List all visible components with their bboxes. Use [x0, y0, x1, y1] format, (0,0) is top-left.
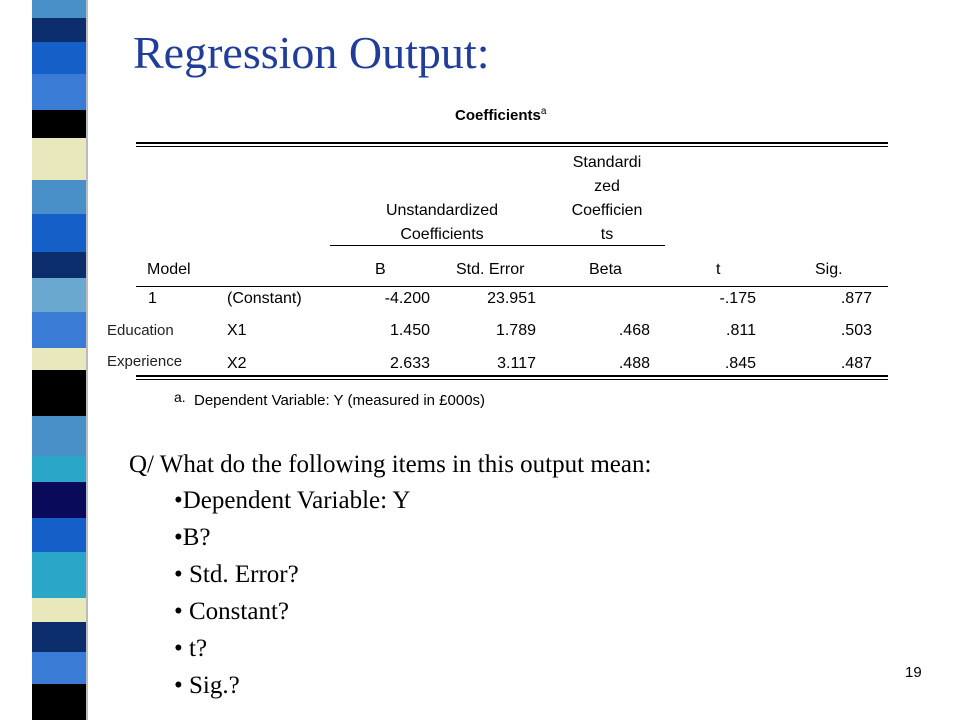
row2-beta: .468 — [618, 322, 650, 339]
col-header-std-error: Std. Error — [456, 261, 525, 278]
stripe-segment — [32, 278, 88, 312]
stripe-segment — [32, 482, 88, 518]
table-bottom-rule — [136, 375, 888, 377]
table-caption-sup: a — [540, 106, 547, 117]
page-number: 19 — [905, 664, 922, 681]
row3-beta: .488 — [618, 355, 650, 372]
stripe-segment — [32, 416, 88, 456]
col-header-sig: Sig. — [815, 261, 843, 278]
stripe-segment — [32, 684, 88, 720]
stripe-segment — [32, 598, 88, 622]
row2-name: X1 — [227, 322, 247, 339]
row3-sig: .487 — [840, 355, 872, 372]
question-item: • t? — [174, 635, 208, 662]
row3-b: 2.633 — [389, 355, 430, 372]
row2-t: .811 — [726, 322, 756, 339]
stripe-segment — [32, 622, 88, 652]
row-label-education: Education — [107, 322, 174, 339]
footnote-text: Dependent Variable: Y — [194, 392, 344, 409]
stripe-segment — [32, 180, 88, 214]
header-std-line1: Standardi — [572, 154, 642, 171]
slide-title: Regression Output: — [133, 27, 490, 78]
stripe-segment — [32, 456, 88, 482]
stripe-segment — [32, 138, 88, 180]
header-std-line2: zed — [594, 178, 620, 195]
question-item: •B? — [174, 524, 211, 551]
stripe-segment — [32, 18, 88, 42]
header-unstd-line1: Unstandardized — [385, 202, 499, 219]
table-bottom-rule-2 — [136, 379, 888, 380]
stripe-segment — [32, 214, 88, 252]
row3-name: X2 — [227, 355, 247, 372]
stripe-segment — [32, 348, 88, 370]
stripe-segment — [32, 0, 88, 18]
header-unstd-line2: Coefficients — [400, 226, 484, 243]
footnote-marker: a. — [174, 389, 186, 405]
row1-b: -4.200 — [384, 290, 430, 307]
decorative-stripe — [0, 0, 108, 720]
col-header-t: t — [716, 261, 721, 278]
stripe-segment — [32, 652, 88, 684]
stripe-segment — [32, 252, 88, 278]
question-item: • Sig.? — [174, 672, 240, 699]
header-std-line4: ts — [600, 226, 614, 243]
row1-se: 23.951 — [487, 290, 536, 307]
row-label-experience: Experience — [107, 353, 183, 370]
row2-sig: .503 — [840, 322, 872, 339]
stripe-segment — [32, 552, 88, 598]
table-caption — [455, 106, 546, 124]
stripe-segment — [32, 42, 88, 74]
question-prompt: Q/ What do the following items in this output mean: — [129, 451, 652, 478]
stripe-segment — [32, 370, 88, 416]
footnote-extra: (measured in £000s) — [347, 392, 486, 409]
row1-name: (Constant) — [227, 290, 302, 307]
footnote — [194, 392, 485, 409]
col-header-beta: Beta — [589, 261, 622, 278]
row3-se: 3.117 — [497, 355, 536, 372]
stripe-segment — [32, 110, 88, 138]
question-item: • Std. Error? — [174, 561, 299, 588]
col-header-model: Model — [147, 261, 191, 278]
question-item: •Dependent Variable: Y — [174, 487, 411, 514]
header-bottom-rule — [136, 286, 888, 287]
table-top-rule-2 — [136, 146, 888, 147]
table-top-rule — [136, 142, 888, 144]
row1-model: 1 — [148, 290, 157, 307]
stripe-segment — [32, 312, 88, 348]
row2-b: 1.450 — [389, 322, 430, 339]
header-std-line3: Coefficien — [571, 202, 643, 219]
row1-t: -.175 — [719, 290, 756, 307]
table-caption-text: Coefficients — [455, 107, 541, 124]
row3-t: .845 — [724, 355, 756, 372]
header-group-rule — [330, 245, 665, 246]
stripe-segment — [32, 74, 88, 110]
col-header-b: B — [375, 261, 386, 278]
question-item: • Constant? — [174, 598, 289, 625]
stripe-segment — [32, 518, 88, 552]
row1-sig: .877 — [840, 290, 872, 307]
row2-se: 1.789 — [495, 322, 536, 339]
